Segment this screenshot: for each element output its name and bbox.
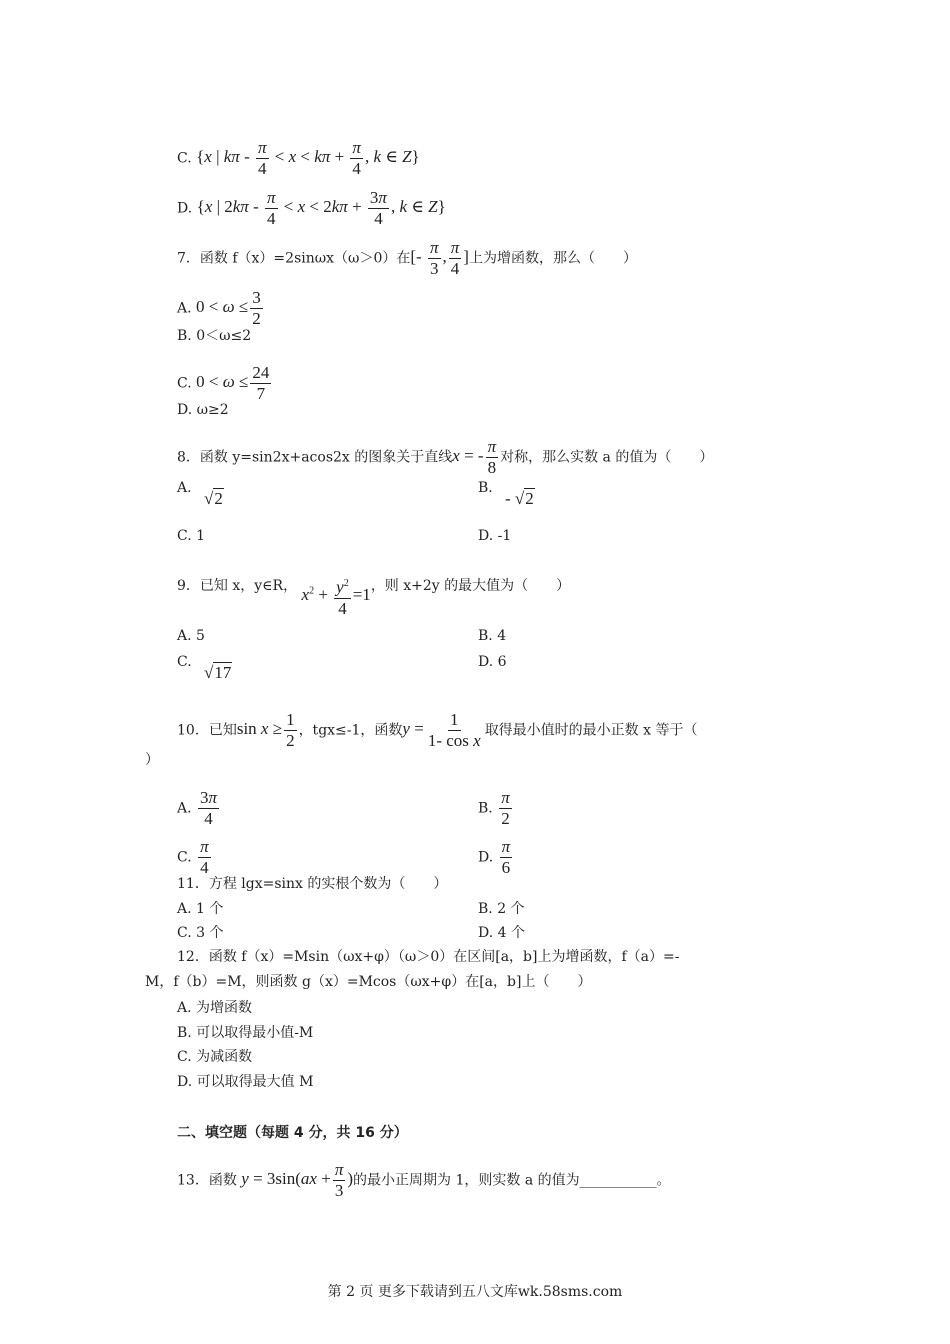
q7-option-b: B. 0＜ω≤2: [177, 328, 252, 344]
q9-option-b: B. 4: [478, 628, 507, 644]
q6-option-c: C. {x | kπ - $\frac{\pi}{4}$ < x < kπ + $\frac{\pi}{4}$ , k ∈ Z}: [177, 138, 420, 178]
q10-option-b-math: $\frac{\pi}{2}$: [501, 788, 510, 828]
q10-cond-math: sin x ≥ $\frac{1}{2}$: [236, 710, 295, 750]
q11-option-a: A. 1 个: [177, 901, 224, 917]
q10-option-d: D. $\frac{\pi}{6}$: [478, 837, 511, 877]
q10-option-b: B. $\frac{\pi}{2}$: [478, 788, 510, 828]
q9-option-d: D. 6: [478, 654, 507, 670]
q12-option-a: A. 为增函数: [177, 1000, 253, 1016]
q10-func-math: y = $\frac{1}{\text{1- cos x}}$: [402, 710, 481, 750]
q9-cond-math: $x^2$ + $\frac{y^2}{4}$ =1: [302, 585, 371, 604]
q8-option-b: - √2: [505, 489, 534, 508]
q12-stem-line2: M，f（b）=M，则函数 g（x）=Mcos（ωx+φ）在[a，b]上（ ）: [145, 974, 592, 990]
q6-option-d: D. {x | 2kπ - $\frac{\pi}{4}$ < x < 2kπ + $\frac{3\pi}{4}$ , k ∈ Z}: [177, 188, 446, 228]
q8-line-math: x = - $\frac{\pi}{8}$: [452, 437, 497, 477]
q9-stem: 9．已知 x，y∈R， $x^2$ + $\frac{y^2}{4}$ =1，则 x+2y 的最大值为（ ）: [177, 564, 570, 609]
q8-option-a: √2: [204, 489, 223, 508]
q10-option-a: A. $\frac{3\pi}{4}$: [177, 788, 218, 828]
q8-option-c: C. 1: [177, 528, 206, 544]
q13-stem: 13．函数 y = 3sin(ax + $\frac{\pi}{3}$ )的最小正周期为 1，则实数 a 的值为___________。: [177, 1160, 671, 1200]
q7-option-c-math: 0 < ω ≤ $\frac{24}{7}$: [196, 363, 270, 403]
q7-option-a-math: 0 < ω ≤ $\frac{3}{2}$: [196, 288, 261, 328]
q11-stem: 11．方程 lgx=sinx 的实根个数为（ ）: [177, 876, 448, 892]
q10-option-d-math: $\frac{\pi}{6}$: [501, 837, 511, 877]
q10-option-c-math: $\frac{\pi}{4}$: [200, 837, 209, 877]
q11-option-d: D. 4 个: [478, 925, 525, 941]
q12-option-b: B. 可以取得最小值-M: [177, 1025, 314, 1041]
q12-option-d: D. 可以取得最大值 M: [177, 1074, 314, 1090]
q7-interval: [- $\frac{\pi}{3}$ , $\frac{\pi}{4}$ ]: [410, 238, 469, 278]
q7-option-c: C. 0 < ω ≤ $\frac{24}{7}$: [177, 363, 273, 404]
q10-stem-line2: ）: [145, 752, 159, 768]
q12-option-c: C. 为减函数: [177, 1049, 253, 1065]
q8-option-d: D. -1: [478, 528, 512, 544]
q8-option-a-label: A.: [177, 480, 192, 496]
q10-option-c: C. $\frac{\pi}{4}$: [177, 837, 209, 877]
q7-stem: 7．函数 f（x）=2sinωx（ω＞0）在[- $\frac{\pi}{3}$ , $\frac{\pi}{4}$ ]上为增函数，那么（ ）: [177, 238, 637, 278]
q9-option-c-label: C.: [177, 654, 192, 670]
q7-option-a: A. 0 < ω ≤ $\frac{3}{2}$: [177, 288, 265, 329]
q6-option-c-math: {x | kπ - $\frac{\pi}{4}$ < x < kπ + $\frac{\pi}{4}$ , k ∈ Z}: [196, 138, 420, 178]
q6-option-d-math: {x | 2kπ - $\frac{\pi}{4}$ < x < 2kπ + $\frac{3\pi}{4}$ , k ∈ Z}: [196, 188, 446, 228]
q11-option-b: B. 2 个: [478, 901, 525, 917]
page-footer: 第 2 页 更多下载请到五八文库wk.58sms.com: [327, 1284, 623, 1300]
q13-func-math: y = 3sin(ax + $\frac{\pi}{3}$ ): [241, 1160, 354, 1200]
q9-option-c: √17: [204, 663, 232, 682]
q12-stem-line1: 12．函数 f（x）=Msin（ωx+φ）（ω＞0）在区间[a，b]上为增函数，f（a）=-: [177, 949, 680, 965]
q10-option-a-math: $\frac{3\pi}{4}$: [200, 788, 218, 828]
q8-stem: 8．函数 y=sin2x+acos2x 的图象关于直线x = - $\frac{\pi}{8}$ 对称，那么实数 a 的值为（ ）: [177, 437, 714, 477]
q8-option-b-label: B.: [478, 480, 493, 496]
q7-option-d: D. ω≥2: [177, 402, 229, 418]
q11-option-c: C. 3 个: [177, 925, 224, 941]
q10-stem: 10．已知sin x ≥ $\frac{1}{2}$ ，tgx≤-1，函数y = $\frac{1}{\text{1- cos x}}$ 取得最小值时的最小正数 x 等于（: [177, 710, 698, 750]
q9-option-a: A. 5: [177, 628, 205, 644]
section-2-heading: 二、填空题（每题 4 分，共 16 分）: [177, 1125, 408, 1141]
